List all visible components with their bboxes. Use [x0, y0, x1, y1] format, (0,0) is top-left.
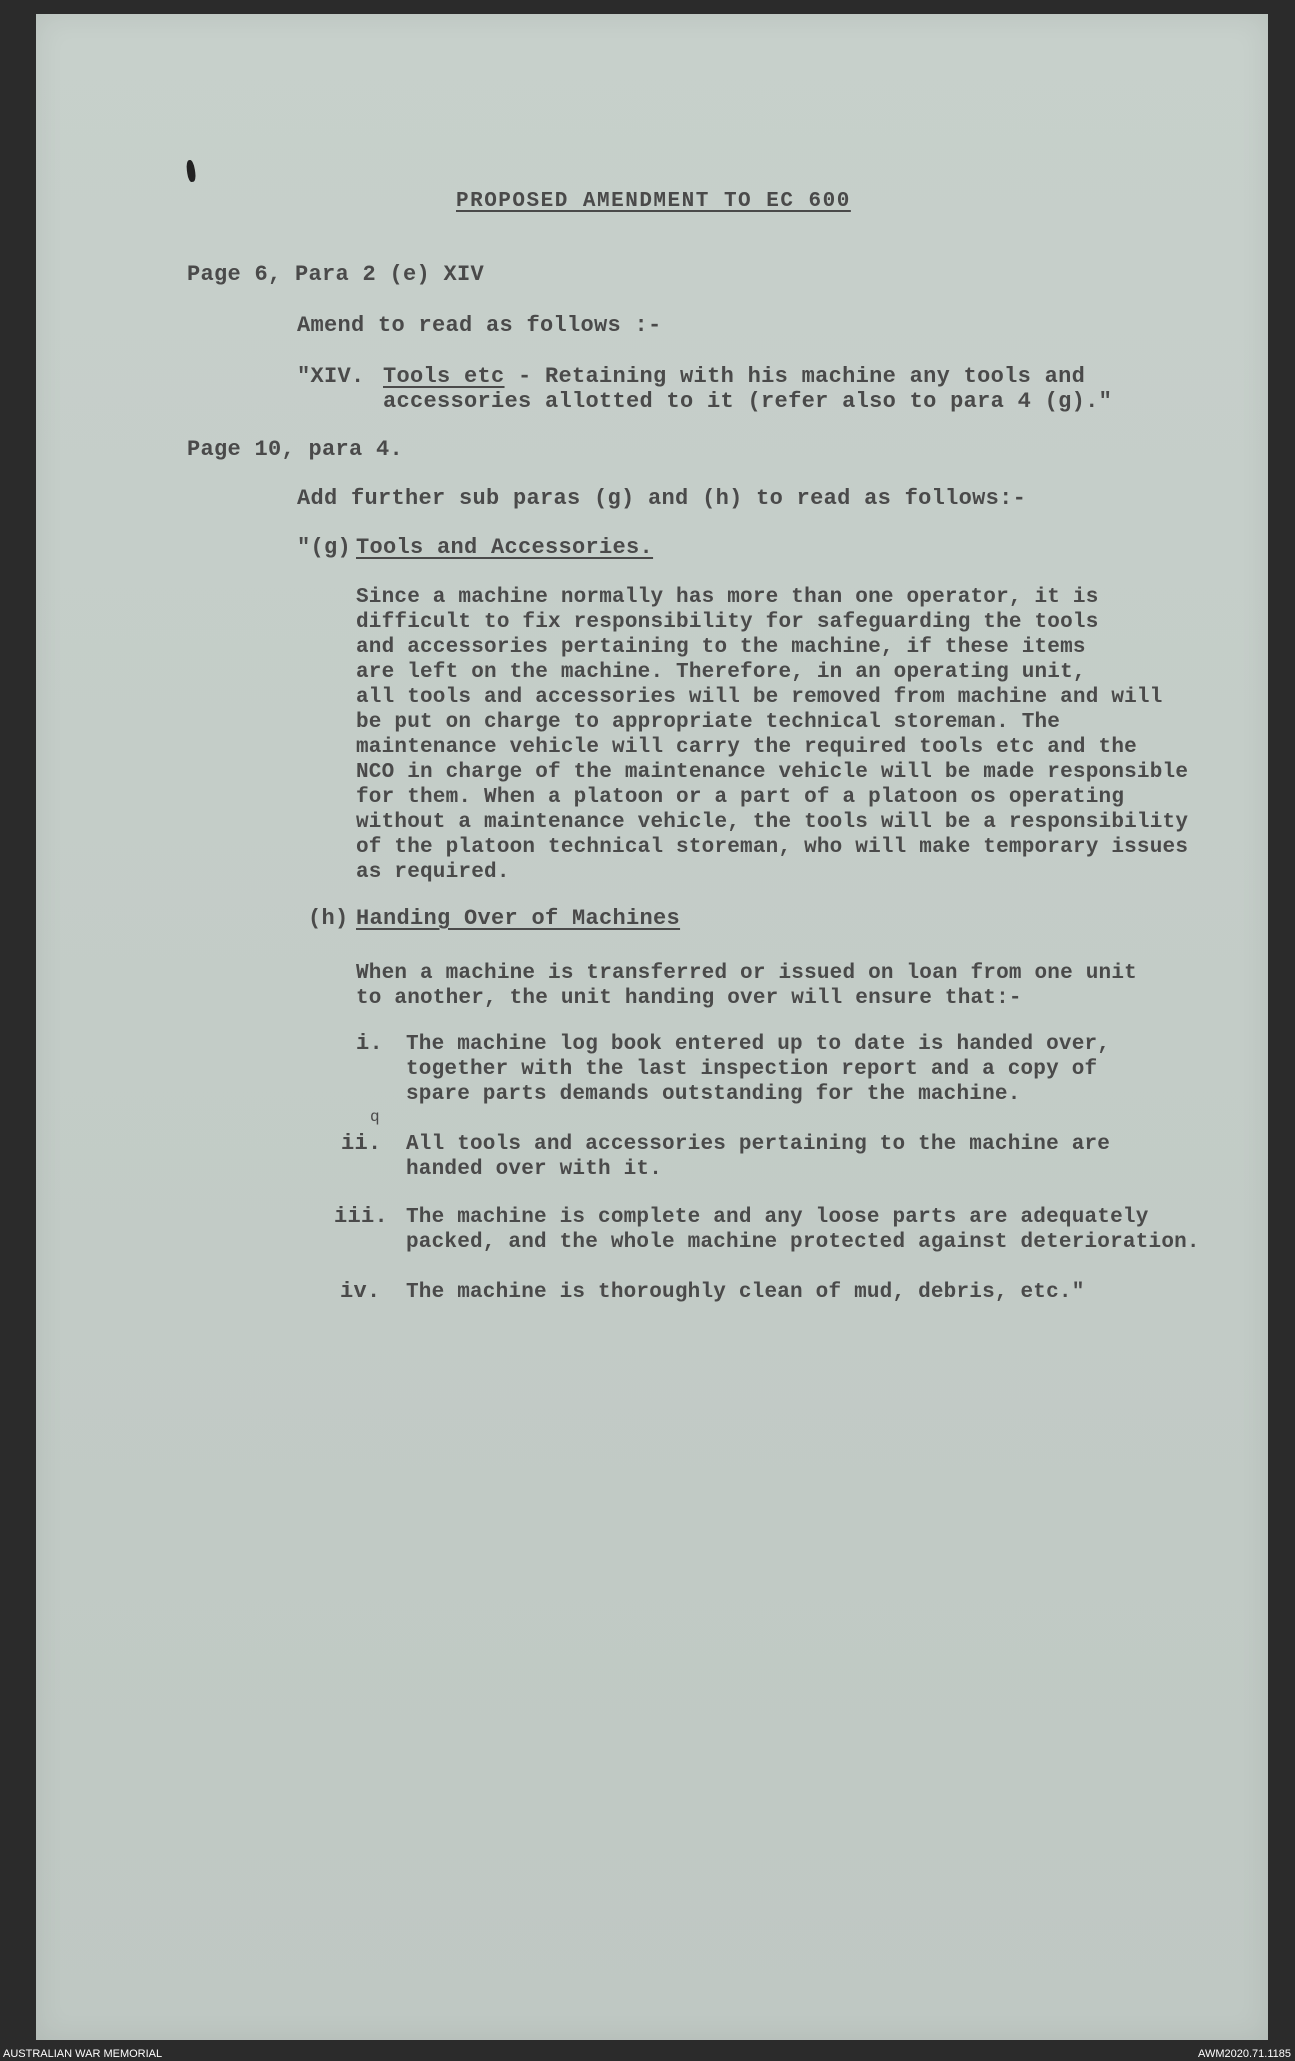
g-line: maintenance vehicle will carry the required tools etc and the	[356, 736, 1137, 759]
section1-item-line1	[383, 364, 1085, 390]
g-line: are left on the machine. Therefore, in an operating unit,	[356, 661, 1086, 684]
item-line: The machine is complete and any loose parts are adequately	[406, 1206, 1149, 1229]
g-line: of the platoon technical storeman, who will make temporary issues	[356, 836, 1189, 859]
subpara-g-body	[356, 585, 1188, 885]
section2-instruction: Add further sub paras (g) and (h) to read as follows:-	[297, 486, 1027, 511]
section1-instruction: Amend to read as follows :-	[297, 313, 662, 338]
item-iv-number: iv.	[340, 1279, 381, 1304]
subpara-g-label: "(g)	[297, 535, 352, 560]
subpara-h-label: (h)	[308, 906, 349, 931]
footer-credit: AUSTRALIAN WAR MEMORIAL	[3, 2048, 163, 2060]
g-line: difficult to fix responsibility for safeguarding the tools	[356, 611, 1099, 634]
h-intro-line: When a machine is transferred or issued on loan from one unit	[356, 962, 1137, 985]
item-i-text	[406, 1032, 1110, 1107]
g-line: NCO in charge of the maintenance vehicle will be made responsible	[356, 761, 1189, 784]
h-intro-line: to another, the unit handing over will ensure that:-	[356, 987, 1022, 1010]
section1-reference: Page 6, Para 2 (e) XIV	[187, 262, 485, 287]
item-line: The machine is thoroughly clean of mud, debris, etc."	[406, 1281, 1085, 1304]
item-line: together with the last inspection report and a copy of	[406, 1058, 1098, 1081]
section1-item-line2: accessories allotted to it (refer also to para 4 (g)."	[383, 389, 1113, 414]
subpara-h-heading: Handing Over of Machines	[356, 906, 681, 931]
footer-accession: AWM2020.71.1185	[1198, 2048, 1291, 2060]
stray-mark: q	[370, 1108, 380, 1126]
item-line: All tools and accessories pertaining to the machine are	[406, 1133, 1111, 1156]
g-line: all tools and accessories will be removed from machine and will	[356, 686, 1163, 709]
g-line: Since a machine normally has more than one operator, it is	[356, 586, 1099, 609]
item-iv-text	[406, 1280, 1085, 1305]
document-title: PROPOSED AMENDMENT TO EC 600	[456, 190, 851, 213]
ink-blot	[186, 160, 197, 183]
g-line: be put on charge to appropriate technical storeman. The	[356, 711, 1061, 734]
section2-reference: Page 10, para 4.	[187, 437, 404, 462]
subpara-h-intro	[356, 961, 1137, 1011]
item-line: The machine log book entered up to date is handed over,	[406, 1033, 1111, 1056]
subpara-g-heading: Tools and Accessories.	[356, 535, 654, 560]
g-line: and accessories pertaining to the machine, if these items	[356, 636, 1086, 659]
item-iii-number: iii.	[334, 1204, 389, 1229]
item-ii-text	[406, 1132, 1110, 1182]
g-line: as required.	[356, 861, 510, 884]
item-line: packed, and the whole machine protected against deterioration.	[406, 1231, 1200, 1254]
item-iii-text	[406, 1205, 1200, 1255]
g-line: without a maintenance vehicle, the tools will be a responsibility	[356, 811, 1189, 834]
section1-item-number: "XIV.	[297, 364, 365, 389]
item-line: handed over with it.	[406, 1158, 663, 1181]
item-line: spare parts demands outstanding for the machine.	[406, 1083, 1021, 1106]
g-line: for them. When a platoon or a part of a platoon os operating	[356, 786, 1125, 809]
item-i-number: i.	[356, 1031, 384, 1056]
item-ii-number: ii.	[341, 1131, 382, 1156]
section1-item-text: - Retaining with his machine any tools and	[504, 364, 1086, 389]
section1-item-heading: Tools etc	[383, 364, 505, 389]
